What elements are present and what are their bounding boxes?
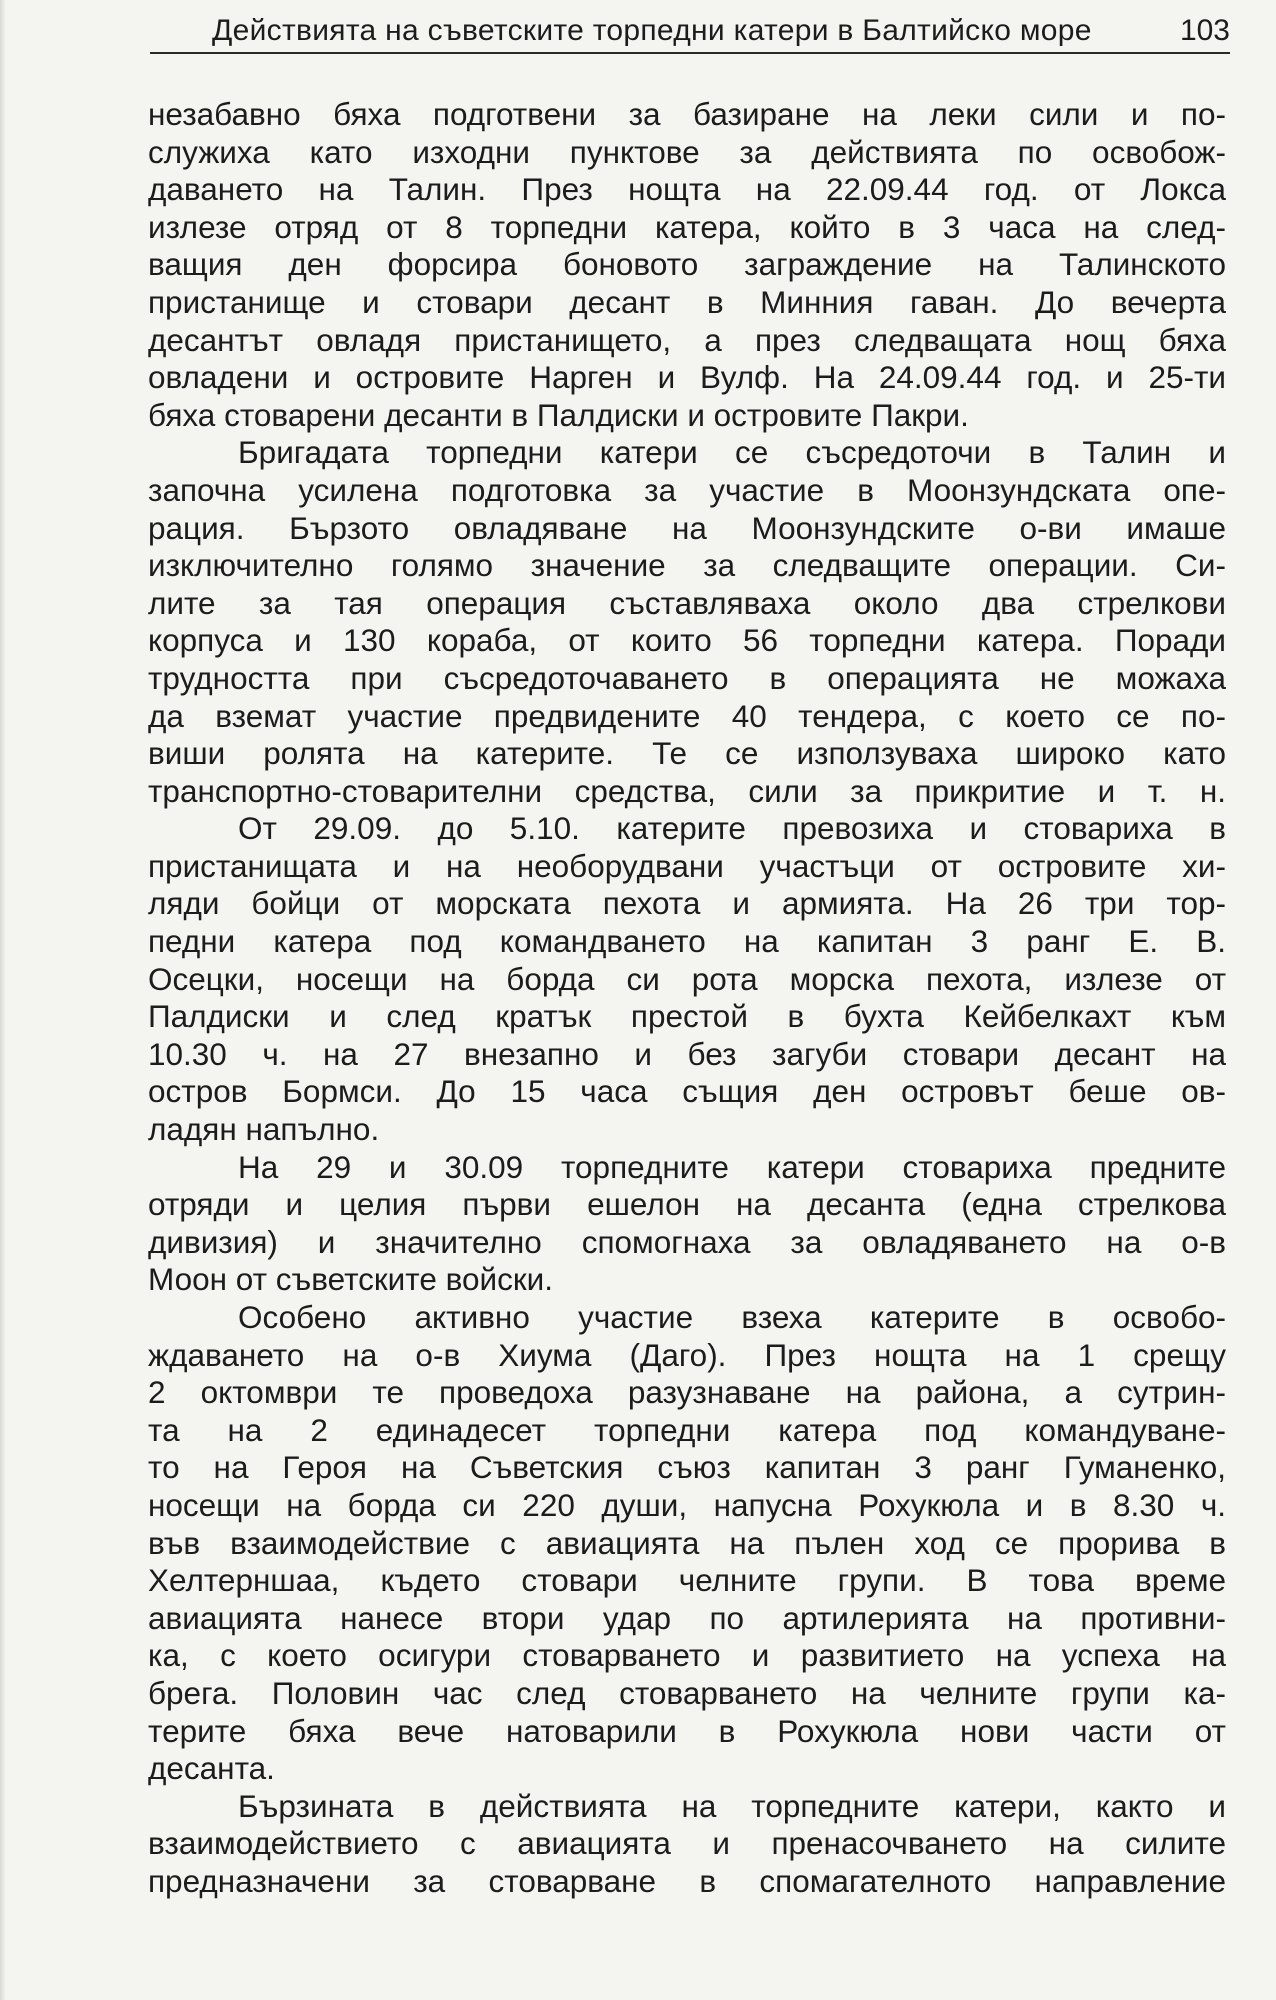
text-line: овладени и островите Нарген и Вулф. На 24.09.44 год. и 25-ти bbox=[148, 359, 1226, 396]
text-line: виши ролята на катерите. Те се използуваха широко като bbox=[148, 735, 1226, 772]
text-line: 10.30 ч. на 27 внезапно и без загуби стовари десант на bbox=[148, 1035, 1226, 1072]
text-line: десанта. bbox=[148, 1750, 275, 1787]
text-line: та на 2 единадесет торпедни катера под командуване- bbox=[148, 1411, 1226, 1448]
text-line: предназначени за стоварване в спомагателното направление bbox=[148, 1862, 1226, 1899]
text-line: даването на Талин. През нощта на 22.09.44 год. от Локса bbox=[148, 171, 1226, 208]
text-line: десантът овладя пристанището, а през следващата нощ бяха bbox=[148, 321, 1226, 358]
text-line: Бързината в действията на торпедните катери, както и bbox=[238, 1787, 1226, 1824]
text-line: започна усилена подготовка за участие в Моонзундската опе- bbox=[148, 471, 1226, 508]
text-line: пристанищата и на необорудвани участъци от островите хи- bbox=[148, 847, 1226, 884]
text-line: ладян напълно. bbox=[148, 1111, 380, 1148]
text-line: Палдиски и след кратък престой в бухта Кейбелкахт към bbox=[148, 998, 1226, 1035]
text-line: отряди и целия първи ешелон на десанта (една стрелкова bbox=[148, 1186, 1226, 1223]
text-line: носещи на борда си 220 души, напусна Рохукюла и в 8.30 ч. bbox=[148, 1486, 1226, 1523]
text-line: Моон от съветските войски. bbox=[148, 1261, 553, 1298]
text-line: дивизия) и значително спомогнаха за овладяването на о-в bbox=[148, 1223, 1226, 1260]
text-line: Хелтерншаа, където стовари челните групи. В това време bbox=[148, 1562, 1226, 1599]
text-line: трудността при съсредоточаването в операцията не можаха bbox=[148, 659, 1226, 696]
running-header-title: Действията на съветските торпедни катери в Балтийско море bbox=[212, 14, 1092, 47]
body-text bbox=[148, 96, 1226, 1901]
text-line: изключително голямо значение за следващите операции. Си- bbox=[148, 547, 1226, 584]
page-number: 103 bbox=[1179, 14, 1230, 47]
text-line: брега. Половин час след стоварването на челните групи ка- bbox=[148, 1674, 1226, 1711]
text-line: служиха като изходни пунктове за действията по освобож- bbox=[148, 133, 1226, 170]
text-line: На 29 и 30.09 торпедните катери стовариха предните bbox=[238, 1148, 1226, 1185]
text-line: пристанище и стовари десант в Минния гаван. До вечерта bbox=[148, 283, 1226, 320]
running-header bbox=[150, 10, 1230, 54]
text-line: незабавно бяха подготвени за базиране на леки сили и по- bbox=[148, 96, 1226, 132]
text-line: ка, с което осигури стоварването и развитието на успеха на bbox=[148, 1637, 1226, 1674]
text-line: взаимодействието с авиацията и пренасочването на силите bbox=[148, 1825, 1226, 1862]
text-line: то на Героя на Съветския съюз капитан 3 ранг Гуманенко, bbox=[148, 1449, 1226, 1486]
text-line: бяха стоварени десанти в Палдиски и островите Пакри. bbox=[148, 396, 969, 433]
text-line: терите бяха вече натоварили в Рохукюла нови части от bbox=[148, 1712, 1226, 1749]
text-line: във взаимодействие с авиацията на пълен ход се прорива в bbox=[148, 1524, 1226, 1561]
text-line: излезе отряд от 8 торпедни катера, който в 3 часа на след- bbox=[148, 208, 1226, 245]
text-line: От 29.09. до 5.10. катерите превозиха и стовариха в bbox=[238, 810, 1226, 847]
text-line: корпуса и 130 кораба, от които 56 торпедни катера. Поради bbox=[148, 622, 1226, 659]
text-line: рация. Бързото овладяване на Моонзундските о-ви имаше bbox=[148, 509, 1226, 546]
text-line: остров Бормси. До 15 часа същия ден островът беше ов- bbox=[148, 1073, 1226, 1110]
text-line: транспортно-стоварителни средства, сили за прикритие и т. н. bbox=[148, 772, 1226, 809]
text-line: ждаването на о-в Хиума (Даго). През нощта на 1 срещу bbox=[148, 1336, 1226, 1373]
text-line: авиацията нанесе втори удар по артилерията на противни- bbox=[148, 1599, 1226, 1636]
page-edge-shadow bbox=[0, 0, 6, 2000]
text-line: лите за тая операция съставляваха около два стрелкови bbox=[148, 584, 1226, 621]
text-line: педни катера под командването на капитан 3 ранг Е. В. bbox=[148, 923, 1226, 960]
text-line: Бригадата торпедни катери се съсредоточи в Талин и bbox=[238, 434, 1226, 471]
text-line: ващия ден форсира боновото заграждение на Талинското bbox=[148, 246, 1226, 283]
text-line: да вземат участие предвидените 40 тендера, с което се по- bbox=[148, 697, 1226, 734]
text-line: Осецки, носещи на борда си рота морска пехота, излезе от bbox=[148, 960, 1226, 997]
text-line: ляди бойци от морската пехота и армията. На 26 три тор- bbox=[148, 885, 1226, 922]
text-line: 2 октомври те проведоха разузнаване на района, а сутрин- bbox=[148, 1374, 1226, 1411]
text-line: Особено активно участие взеха катерите в освобо- bbox=[238, 1299, 1226, 1335]
